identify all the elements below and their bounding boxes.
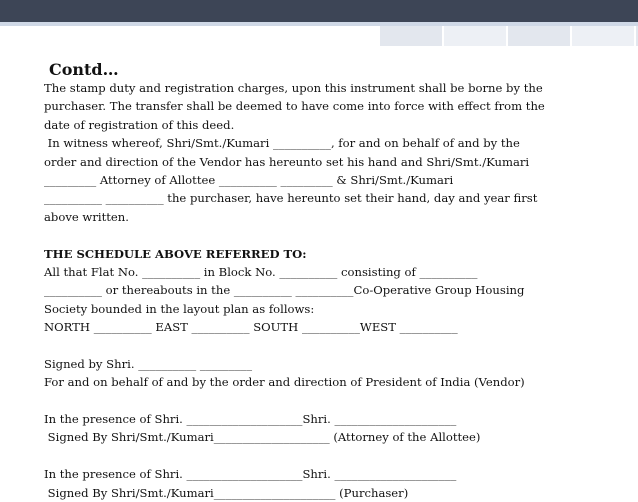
text-line: date of registration of this deed. xyxy=(44,117,235,132)
text-line: purchaser. The transfer shall be deemed to have come into force with effect from the xyxy=(44,99,545,114)
witness-line: In the presence of Shri. ____________________Shri. _____________________ xyxy=(44,467,457,482)
decoration-block xyxy=(380,26,442,46)
spacer xyxy=(44,447,630,465)
decoration-block xyxy=(508,26,570,46)
text-line: In witness whereof, Shri/Smt./Kumari __________, for and on behalf of and by the xyxy=(44,136,520,151)
text-line: __________ __________ the purchaser, have hereunto set their hand, day and year first xyxy=(44,191,538,206)
text-line: __________ or thereabouts in the __________ __________Co-Operative Group Housing xyxy=(44,283,525,298)
deed-text xyxy=(44,79,630,502)
text-line: order and direction of the Vendor has hereunto set his hand and Shri/Smt./Kumari xyxy=(44,154,530,169)
schedule-heading: THE SCHEDULE ABOVE REFERRED TO: xyxy=(44,246,307,261)
slide-top-bar xyxy=(0,0,638,22)
text-line: _________ Attorney of Allottee __________ _________ & Shri/Smt./Kumari xyxy=(44,172,454,187)
decoration-block xyxy=(444,26,506,46)
signature-line: Signed By Shri/Smt./Kumari____________________ (Attorney of the Allottee) xyxy=(44,430,481,445)
signature-line: Signed By Shri/Smt./Kumari_____________________ (Purchaser) xyxy=(44,485,409,500)
slide-title: Contd… xyxy=(49,60,119,79)
signature-line: Signed by Shri. __________ _________ xyxy=(44,356,253,371)
text-line: Society bounded in the layout plan as follows: xyxy=(44,301,315,316)
spacer xyxy=(44,226,630,244)
witness-line: In the presence of Shri. ____________________Shri. _____________________ xyxy=(44,412,457,427)
spacer xyxy=(44,336,630,354)
header-decoration xyxy=(380,26,638,46)
text-line: The stamp duty and registration charges, upon this instrument shall be borne by the xyxy=(44,81,543,95)
text-line: All that Flat No. __________ in Block No. __________ consisting of __________ xyxy=(44,264,478,279)
decoration-block xyxy=(572,26,634,46)
boundaries-line: NORTH __________ EAST __________ SOUTH __________WEST __________ xyxy=(44,320,458,335)
spacer xyxy=(44,392,630,410)
text-line: above written. xyxy=(44,209,129,224)
text-line: For and on behalf of and by the order and direction of President of India (Vendor) xyxy=(44,375,525,390)
